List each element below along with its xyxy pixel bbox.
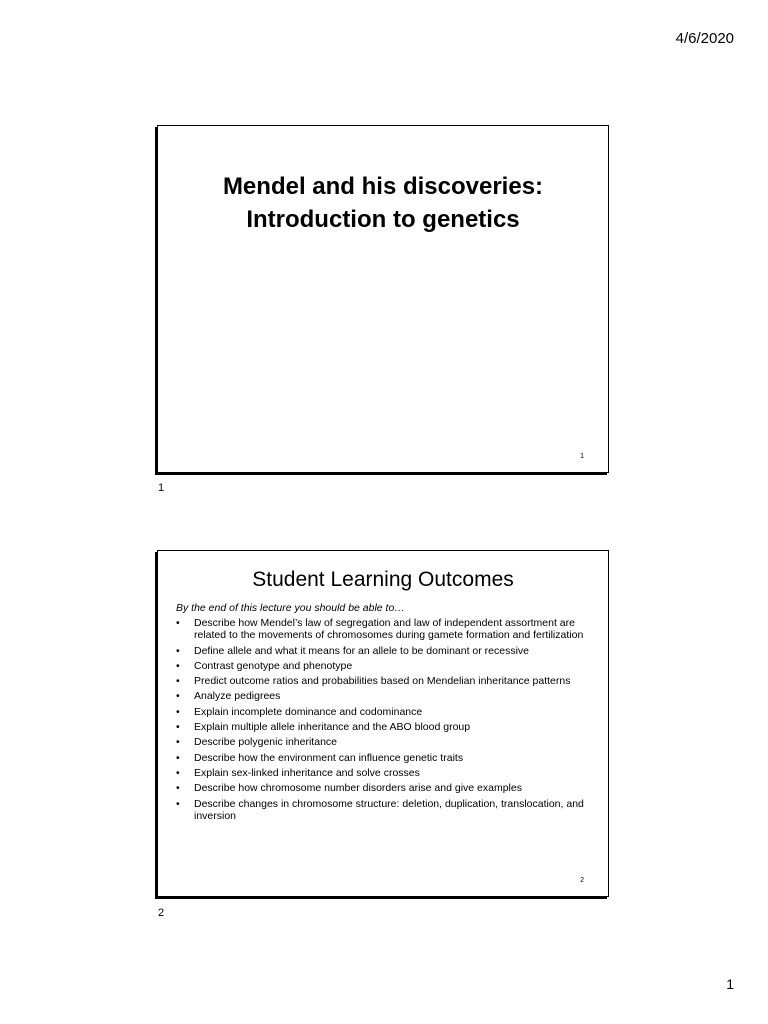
- list-item-text: Describe how chromosome number disorders arise and give examples: [194, 782, 522, 795]
- slide-1-title: [158, 170, 608, 236]
- slide-2: [157, 550, 609, 897]
- list-item: [176, 706, 586, 718]
- list-item-text: Analyze pedigrees: [194, 690, 281, 703]
- list-item-text: Explain sex-linked inheritance and solve crosses: [194, 766, 420, 779]
- list-item: [176, 645, 586, 657]
- bullet-icon: •: [176, 751, 180, 764]
- list-item: [176, 617, 586, 642]
- slide-1-caption: 1: [158, 482, 165, 494]
- list-item-text: Describe how the environment can influence genetic traits: [194, 751, 464, 764]
- outcomes-list: [176, 617, 586, 825]
- bullet-icon: •: [176, 782, 180, 795]
- list-item-text: Predict outcome ratios and probabilities based on Mendelian inheritance patterns: [194, 675, 571, 688]
- slide-2-title: Student Learning Outcomes: [252, 568, 514, 591]
- list-item-text: Describe changes in chromosome structure: deletion, duplication, translocation, and inversion: [194, 797, 584, 822]
- slide-2-number: 2: [580, 877, 584, 884]
- bullet-icon: •: [176, 705, 180, 718]
- list-item: [176, 721, 586, 733]
- slide-1-title-line-2: Introduction to genetics: [246, 206, 520, 233]
- slide-2-intro: By the end of this lecture you should be able to…: [176, 602, 405, 614]
- bullet-icon: •: [176, 617, 180, 629]
- list-item: [176, 798, 586, 823]
- bullet-icon: •: [176, 721, 180, 734]
- slide-1: [157, 125, 609, 473]
- list-item-text: Explain multiple allele inheritance and the ABO blood group: [194, 721, 471, 734]
- bullet-icon: •: [176, 736, 180, 749]
- list-item: [176, 782, 586, 794]
- bullet-icon: •: [176, 675, 180, 688]
- slide-2-caption: 2: [158, 907, 165, 919]
- bullet-icon: •: [176, 690, 180, 703]
- page-date: 4/6/2020: [675, 30, 734, 47]
- bullet-icon: •: [176, 659, 180, 672]
- list-item-text: Define allele and what it means for an allele to be dominant or recessive: [194, 644, 530, 657]
- list-item-text: Describe how Mendel’s law of segregation and law of independent assortment are related to the movements of chromosomes during gamete formation and fertilization: [194, 617, 584, 642]
- slide-1-number: 1: [580, 453, 584, 460]
- bullet-icon: •: [176, 644, 180, 657]
- bullet-icon: •: [176, 797, 180, 810]
- list-item: [176, 660, 586, 672]
- bullet-icon: •: [176, 766, 180, 779]
- page-number: 1: [726, 976, 734, 992]
- slide-1-title-line-1: Mendel and his discoveries:: [222, 173, 544, 200]
- list-item-text: Describe polygenic inheritance: [194, 736, 337, 749]
- list-item-text: Contrast genotype and phenotype: [194, 659, 353, 672]
- list-item-text: Explain incomplete dominance and codominance: [194, 705, 423, 718]
- list-item: [176, 767, 586, 779]
- list-item: [176, 752, 586, 764]
- list-item: [176, 736, 586, 748]
- list-item: [176, 690, 586, 702]
- list-item: [176, 675, 586, 687]
